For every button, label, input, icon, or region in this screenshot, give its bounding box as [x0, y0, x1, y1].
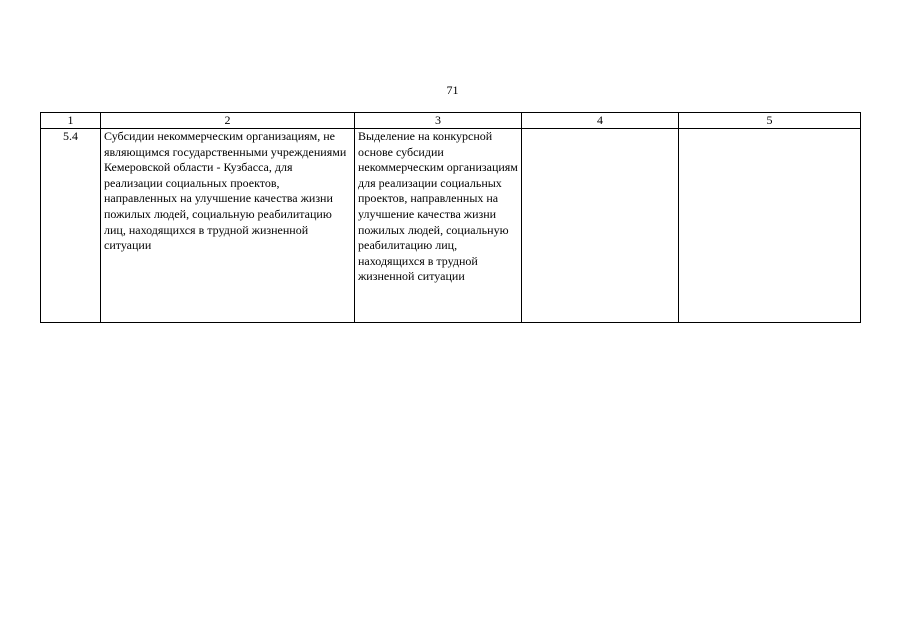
page-number: 71 — [446, 83, 459, 97]
cell-measure-name: Субсидии некоммерческим организациям, не являющимся государственными учреждениями Кемеровской области - Кузбасса, для реализации социальных проектов, направленных на улучшение качества жизни пожилых людей, социальную реабилитацию лиц, находящихся в трудной жизненной ситуации — [101, 129, 355, 323]
header-cell-col-4: 4 — [522, 113, 679, 129]
header-cell-col-5: 5 — [679, 113, 861, 129]
header-cell-col-2: 2 — [101, 113, 355, 129]
document-table — [40, 112, 861, 323]
cell-measure-description: Выделение на конкурсной основе субсидии некоммерческим организациям для реализации социальных проектов, направленных на улучшение качества жизни пожилых людей, социальную реабилитацию лиц, находящихся в трудной жизненной ситуации — [355, 129, 522, 323]
cell-col-4 — [522, 129, 679, 323]
cell-col-5 — [679, 129, 861, 323]
table-row — [41, 129, 861, 323]
header-cell-col-1: 1 — [41, 113, 101, 129]
header-cell-col-3: 3 — [355, 113, 522, 129]
cell-item-number: 5.4 — [41, 129, 101, 323]
table-header-row — [41, 113, 861, 129]
